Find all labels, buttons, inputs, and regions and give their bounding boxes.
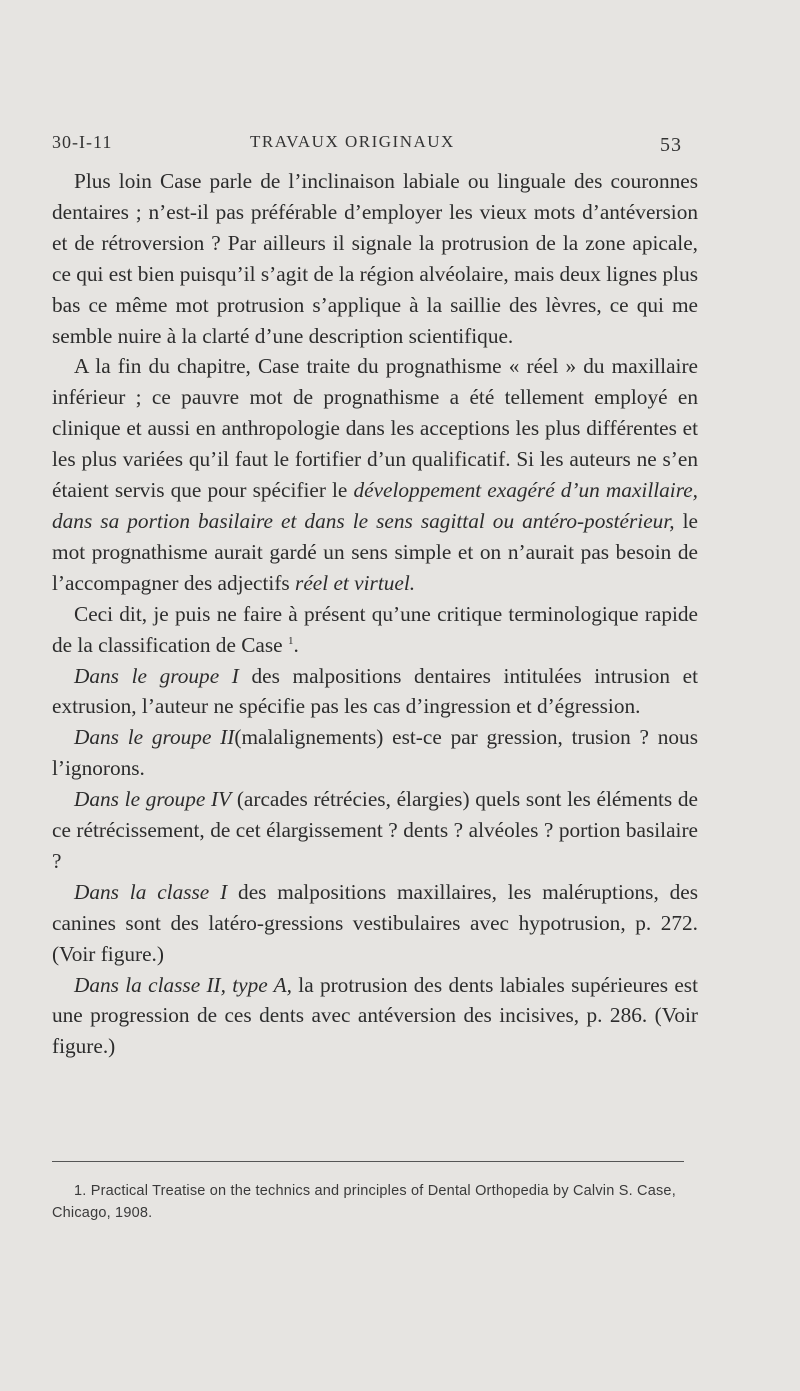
header-date: 30-I-11 [52, 132, 113, 152]
paragraph-7 [52, 877, 698, 970]
paragraph-2-italic-2: réel et virtuel. [295, 570, 416, 595]
paragraph-3-text: Ceci dit, je puis ne faire à présent qu’une critique terminologique rapide de la classification de Case [52, 601, 698, 657]
paragraph-5-text: (malalignements) est-ce par gression, trusion ? nous l’ignorons. [52, 725, 698, 781]
paragraph-2-text-a: A la fin du chapitre, Case traite du prognathisme « réel » du maxillaire inférieur ; ce pauvre mot de prognathisme a été tellement employé en clinique et aussi en anthropologie dans les acceptions les plus différentes et les plus variées qu’il faut le fortifier d’un qualificatif. Si les auteurs ne s’en étaient servis que pour spécifier le [52, 354, 698, 503]
paragraph-6-text: (arcades rétrécies, élargies) quels sont les éléments de ce rétrécissement, de cet élargissement ? dents ? alvéoles ? portion basilaire ? [52, 787, 698, 873]
paragraph-5-italic: Dans le groupe II [74, 725, 235, 750]
paragraph-5 [52, 722, 698, 784]
paragraph-6 [52, 784, 698, 877]
body-text [52, 166, 698, 1062]
paragraph-3-end: . [293, 632, 299, 657]
footnote-divider [52, 1161, 684, 1162]
footnote: 1. Practical Treatise on the technics and principles of Dental Orthopedia by Calvin S. Case, Chicago, 1908. [52, 1183, 676, 1221]
footnote-ref: 1 [287, 634, 294, 647]
paragraph-4-italic: Dans le groupe I [74, 663, 239, 688]
paragraph-8 [52, 970, 698, 1063]
paragraph-8-italic: Dans la classe II, type A, [74, 972, 292, 997]
paragraph-4-text: des malpositions dentaires intitulées intrusion et extrusion, l’auteur ne spécifie pas les cas d’ingression et d’égression. [52, 663, 698, 719]
paragraph-8-text: la protrusion des dents labiales supérieures est une progression de ces dents avec antéversion des incisives, p. 286. (Voir figure.) [52, 972, 698, 1059]
paragraph-7-text: des malpositions maxillaires, les maléruptions, des canines sont des latéro-gressions vestibulaires avec hypotrusion, p. 272. (Voir figure.) [52, 879, 698, 966]
paragraph-7-italic: Dans la classe I [74, 879, 228, 904]
running-header [52, 128, 682, 158]
paragraph-1-text: Plus loin Case parle de l’inclinaison labiale ou linguale des couronnes dentaires ; n’est-il pas préférable d’employer les vieux mots d’antéversion et de rétroversion ? Par ailleurs il signale la protrusion de la zone apicale, ce qui est bien puisqu’il s’agit de la région alvéolaire, mais deux lignes plus bas ce même mot protrusion s’applique à la saillie des lèvres, ce qui me semble nuire à la clarté d’une description scientifique. [52, 169, 698, 348]
paragraph-1 [52, 166, 698, 351]
paragraph-3 [52, 599, 698, 661]
paragraph-6-italic: Dans le groupe IV [74, 787, 232, 812]
page-number: 53 [660, 134, 682, 156]
paragraph-2-italic-1: développement exagéré d’un maxillaire, dans sa portion basilaire et dans le sens sagittal ou antéro-postérieur, [52, 478, 698, 533]
header-title: TRAVAUX ORIGINAUX [250, 132, 455, 151]
paragraph-2-text-b: le mot prognathisme aurait gardé un sens simple et on n’aurait pas besoin de l’accompagner des adjectifs [52, 508, 698, 595]
paragraph-4 [52, 661, 698, 723]
paragraph-2 [52, 351, 698, 598]
